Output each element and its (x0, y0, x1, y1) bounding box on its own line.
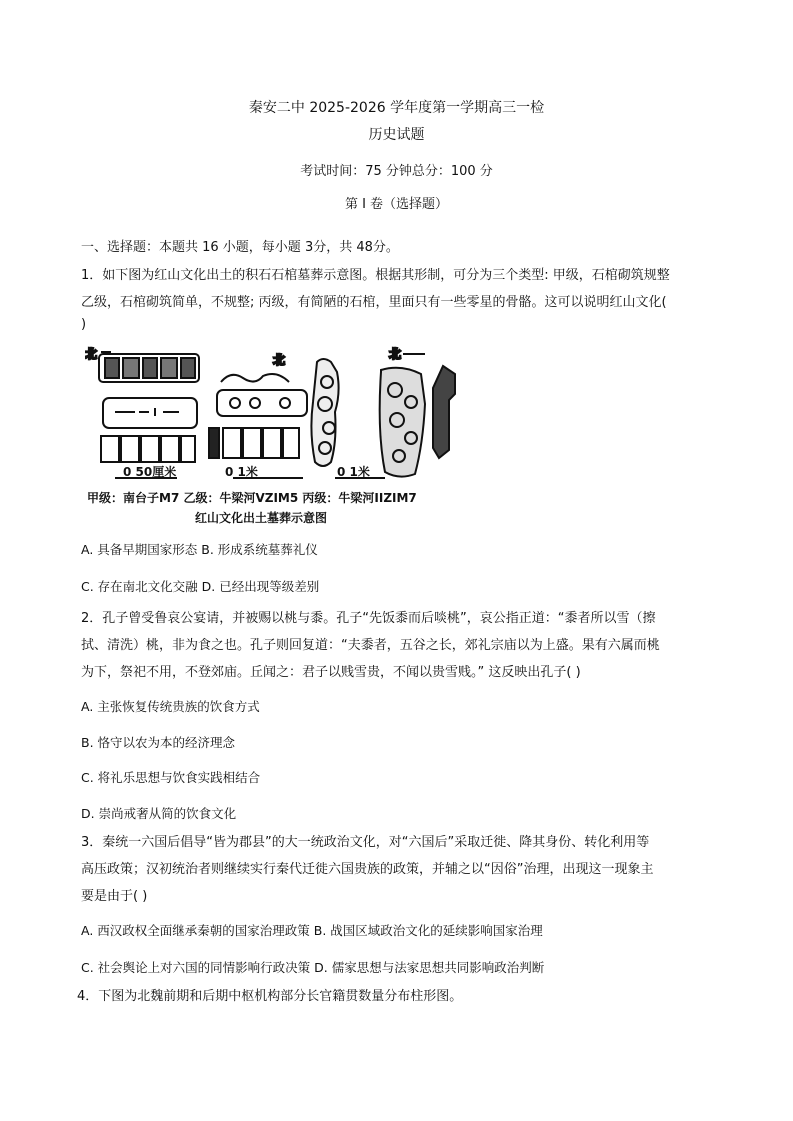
exam-title: 秦安二中 2025-2026 学年度第一学期高三一检 (248, 100, 545, 116)
q1-options-cd: C. 存在南北文化交融 D. 已经出现等级差别 (81, 579, 320, 594)
tomb-type-c (311, 347, 455, 478)
q2-option-b: B. 恪守以农为本的经济理念 (81, 735, 236, 750)
q1-options-ab: A. 具备早期国家形态 B. 形成系统墓葬礼仪 (81, 542, 318, 557)
tomb-labels: 甲级：南台子M7 乙级：牛梁河VZIM5 丙级：牛梁河IIZIM7 (87, 491, 417, 505)
north-label-a: 北 (85, 347, 98, 361)
q2-line-2: 拭、清洗）桃，非为食之也。孔子则回复道：“夫黍者，五谷之长，郊礼宗庙以为上盛。果有六属而桃 (81, 638, 660, 653)
q3-line-1: 3．秦统一六国后倡导“皆为郡县”的大一统政治文化，对“六国后”采取迁徙、降其身份、转化利用等 (81, 835, 650, 850)
q2-option-d: D. 崇尚戒奢从简的饮食文化 (81, 806, 237, 821)
scale-c: 0 1米 (337, 465, 370, 479)
figure-caption: 红山文化出土墓葬示意图 (195, 511, 328, 525)
part-heading: 第 I 卷（选择题） (344, 197, 449, 212)
scale-a: 0 50厘米 (123, 465, 177, 479)
q4-line-1: 4．下图为北魏前期和后期中枢机构部分长官籍贯数量分布柱形图。 (77, 989, 463, 1004)
scale-b: 0 1米 (225, 465, 258, 479)
tomb-diagram (85, 342, 485, 528)
q2-line-3: 为下，祭祀不用，不登郊庙。丘闻之：君子以贱雪贵，不闻以贵雪贱。” 这反映出孔子( ) (81, 665, 581, 680)
q2-line-1: 2．孔子曾受鲁哀公宴请，并被赐以桃与黍。孔子“先饭黍而后啖桃”，哀公指正道：“黍者所以雪（擦 (81, 611, 656, 626)
tomb-type-b (209, 353, 307, 478)
north-label-c: 北 (389, 347, 402, 361)
section-heading: 一、选择题：本题共 16 小题，每小题 3分，共 48分。 (81, 240, 399, 255)
q2-option-c: C. 将礼乐思想与饮食实践相结合 (81, 770, 261, 785)
north-label-b: 北 (273, 353, 286, 367)
q1-line-2: 乙级，石棺砌筑简单，不规整; 丙级，有简陋的石棺，里面只有一些零星的骨骼。这可以说明红山文化( (81, 295, 667, 310)
q3-line-3: 要是由于( ) (81, 889, 148, 904)
q3-options-cd: C. 社会舆论上对六国的同情影响行政决策 D. 儒家思想与法家思想共同影响政治判断 (81, 960, 545, 975)
q3-options-ab: A. 西汉政权全面继承秦朝的国家治理政策 B. 战国区域政治文化的延续影响国家治理 (81, 923, 543, 938)
tomb-figure (85, 342, 485, 528)
exam-subject: 历史试题 (368, 127, 425, 143)
q3-line-2: 高压政策；汉初统治者则继续实行秦代迁徙六国贵族的政策，并辅之以“因俗”治理，出现这一现象主 (81, 862, 654, 877)
exam-info: 考试时间：75 分钟总分：100 分 (300, 164, 493, 179)
tomb-type-a (85, 347, 199, 478)
q2-option-a: A. 主张恢复传统贵族的饮食方式 (81, 699, 260, 714)
q1-line-3: ) (81, 317, 87, 332)
q1-line-1: 1．如下图为红山文化出土的积石石棺墓葬示意图。根据其形制，可分为三个类型: 甲级，石棺砌筑规整 (81, 268, 670, 283)
